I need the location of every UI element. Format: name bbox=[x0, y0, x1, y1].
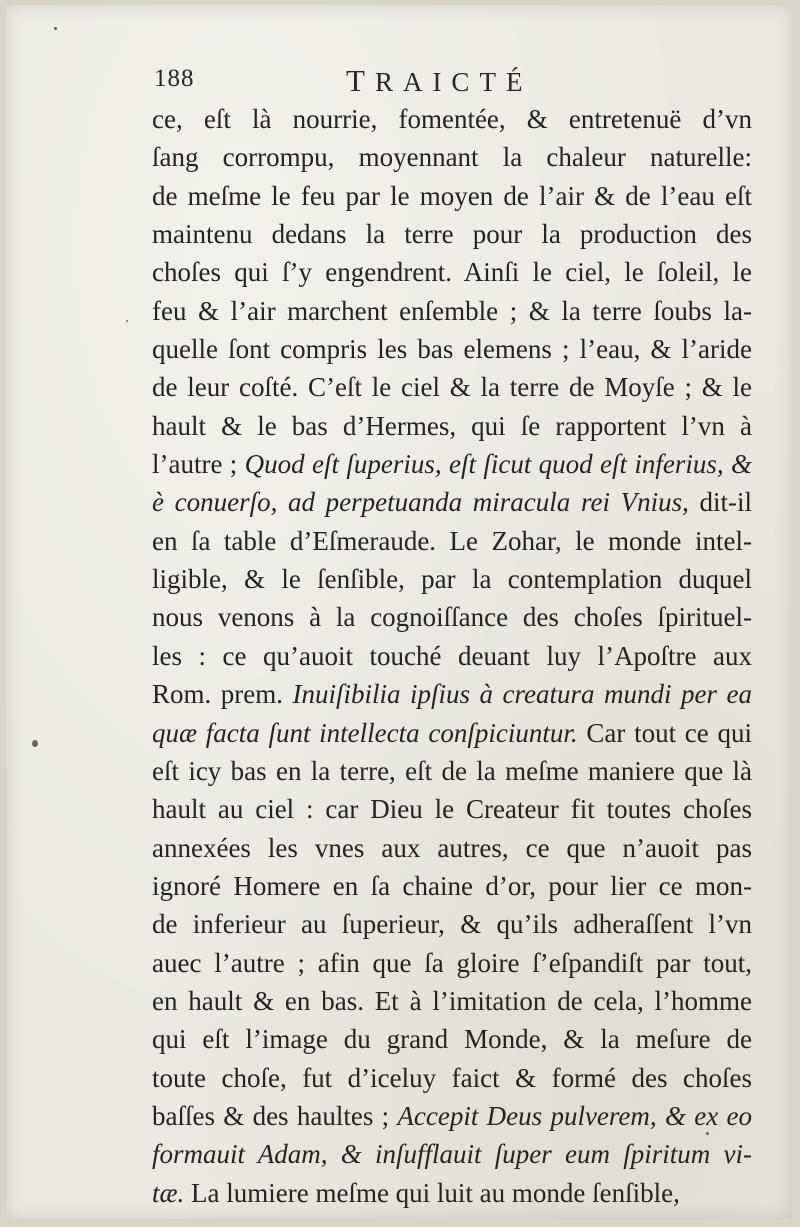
line-text: en ſa table d’Eſmeraude. Le Zohar, le monde intel- bbox=[152, 525, 752, 556]
text-line bbox=[152, 1020, 752, 1058]
running-title-rest: RAICTÉ bbox=[374, 67, 533, 97]
text-line bbox=[152, 905, 752, 943]
text-line bbox=[152, 292, 752, 330]
line-text: ſang corrompu, moyennant la chaleur naturelle: bbox=[152, 142, 752, 173]
line-text: auec l’autre ; afin que ſa gloire ſ’eſpandiſt par tout, bbox=[152, 947, 752, 978]
line-text: ignoré Homere en ſa chaine d’or, pour lier ce mon- bbox=[152, 870, 752, 901]
text-line bbox=[152, 752, 752, 790]
running-title bbox=[346, 63, 532, 99]
text-line bbox=[152, 1174, 752, 1212]
text-line bbox=[152, 982, 752, 1020]
line-text: les : ce qu’auoit touché deuant luy l’Apoſtre aux bbox=[152, 640, 752, 671]
line-text: hault au ciel : car Dieu le Createur fit toutes choſes bbox=[152, 794, 752, 825]
line-text: nous venons à la cognoiſſance des choſes ſpirituel- bbox=[152, 602, 752, 633]
text-line bbox=[152, 138, 752, 176]
line-text: feu & l’air marchent enſemble ; & la terre ſoubs la- bbox=[152, 295, 752, 326]
line-text: Rom. prem. bbox=[152, 679, 293, 710]
line-text: annexées les vnes aux autres, ce que n’auoit pas bbox=[152, 832, 752, 863]
text-line bbox=[152, 560, 752, 598]
text-line bbox=[152, 215, 752, 253]
latin-quotation: tæ. bbox=[152, 1177, 185, 1208]
line-text: Car tout ce qui bbox=[577, 717, 752, 748]
text-line bbox=[152, 483, 752, 521]
line-text: La lumiere meſme qui luit au monde ſenſible, bbox=[184, 1177, 680, 1208]
latin-quotation: Accepit Deus pulverem, & ex eo bbox=[397, 1100, 752, 1131]
text-line bbox=[152, 1059, 752, 1097]
text-line bbox=[152, 598, 752, 636]
line-text: l’autre ; bbox=[152, 449, 245, 480]
ink-speck bbox=[32, 740, 38, 747]
line-text: maintenu dedans la terre pour la production des bbox=[152, 219, 752, 250]
line-text: hault & le bas d’Hermes, qui ſe rapportent l’vn à bbox=[152, 410, 752, 441]
line-text: quelle ſont compris les bas elemens ; l’eau, & l’aride bbox=[152, 334, 752, 365]
book-page bbox=[6, 5, 792, 1219]
line-text: baſſes & des haultes ; bbox=[152, 1100, 398, 1131]
text-line bbox=[152, 637, 752, 675]
latin-quotation: Inuiſibilia ipſius à creatura mundi per ea bbox=[292, 679, 752, 710]
latin-quotation: Quod eſt ſuperius, eſt ſicut quod eſt inferius, & bbox=[244, 449, 752, 480]
line-text: de leur coſté. C’eſt le ciel & la terre de Moyſe ; & le bbox=[152, 372, 752, 403]
text-line bbox=[152, 407, 752, 445]
text-line bbox=[152, 829, 752, 867]
body-text bbox=[152, 100, 752, 1212]
text-line bbox=[152, 675, 752, 713]
line-text: eſt icy bas en la terre, eſt de la meſme maniere que là bbox=[152, 755, 752, 786]
line-text: en hault & en bas. Et à l’imitation de cela, l’homme bbox=[152, 985, 752, 1016]
text-line bbox=[152, 790, 752, 828]
text-line bbox=[152, 944, 752, 982]
ink-speck bbox=[54, 27, 57, 30]
line-text: toute choſe, fut d’iceluy faict & formé des choſes bbox=[152, 1062, 752, 1093]
line-text: qui eſt l’image du grand Monde, & la meſure de bbox=[152, 1024, 752, 1055]
page-header bbox=[146, 63, 766, 99]
running-title-initial: T bbox=[346, 63, 375, 98]
line-text: choſes qui ſ’y engendrent. Ainſi le ciel, le ſoleil, le bbox=[152, 257, 752, 288]
text-line bbox=[152, 253, 752, 291]
text-line bbox=[152, 1135, 752, 1173]
text-line bbox=[152, 522, 752, 560]
page-number: 188 bbox=[154, 65, 195, 92]
line-text: dit-il bbox=[688, 487, 753, 518]
text-line bbox=[152, 1097, 752, 1135]
ink-speck bbox=[126, 320, 128, 322]
text-line bbox=[152, 177, 752, 215]
line-text: de inferieur au ſuperieur, & qu’ils adheraſſent l’vn bbox=[152, 909, 752, 940]
text-line bbox=[152, 445, 752, 483]
text-line bbox=[152, 714, 752, 752]
latin-quotation: è conuerſo, ad perpetuanda miracula rei Vnius, bbox=[152, 487, 689, 518]
line-text: ce, eſt là nourrie, fomentée, & entretenuë d’vn bbox=[152, 104, 752, 134]
text-line bbox=[152, 100, 752, 138]
text-line bbox=[152, 330, 752, 368]
latin-quotation: quæ facta ſunt intellecta conſpiciuntur. bbox=[152, 717, 578, 748]
text-line bbox=[152, 867, 752, 905]
line-text: ligible, & le ſenſible, par la contemplation duquel bbox=[152, 564, 752, 595]
line-text: de meſme le feu par le moyen de l’air & de l’eau eſt bbox=[152, 180, 752, 211]
latin-quotation: formauit Adam, & inſufflauit ſuper eum ſpiritum vi- bbox=[152, 1139, 752, 1170]
text-line bbox=[152, 368, 752, 406]
